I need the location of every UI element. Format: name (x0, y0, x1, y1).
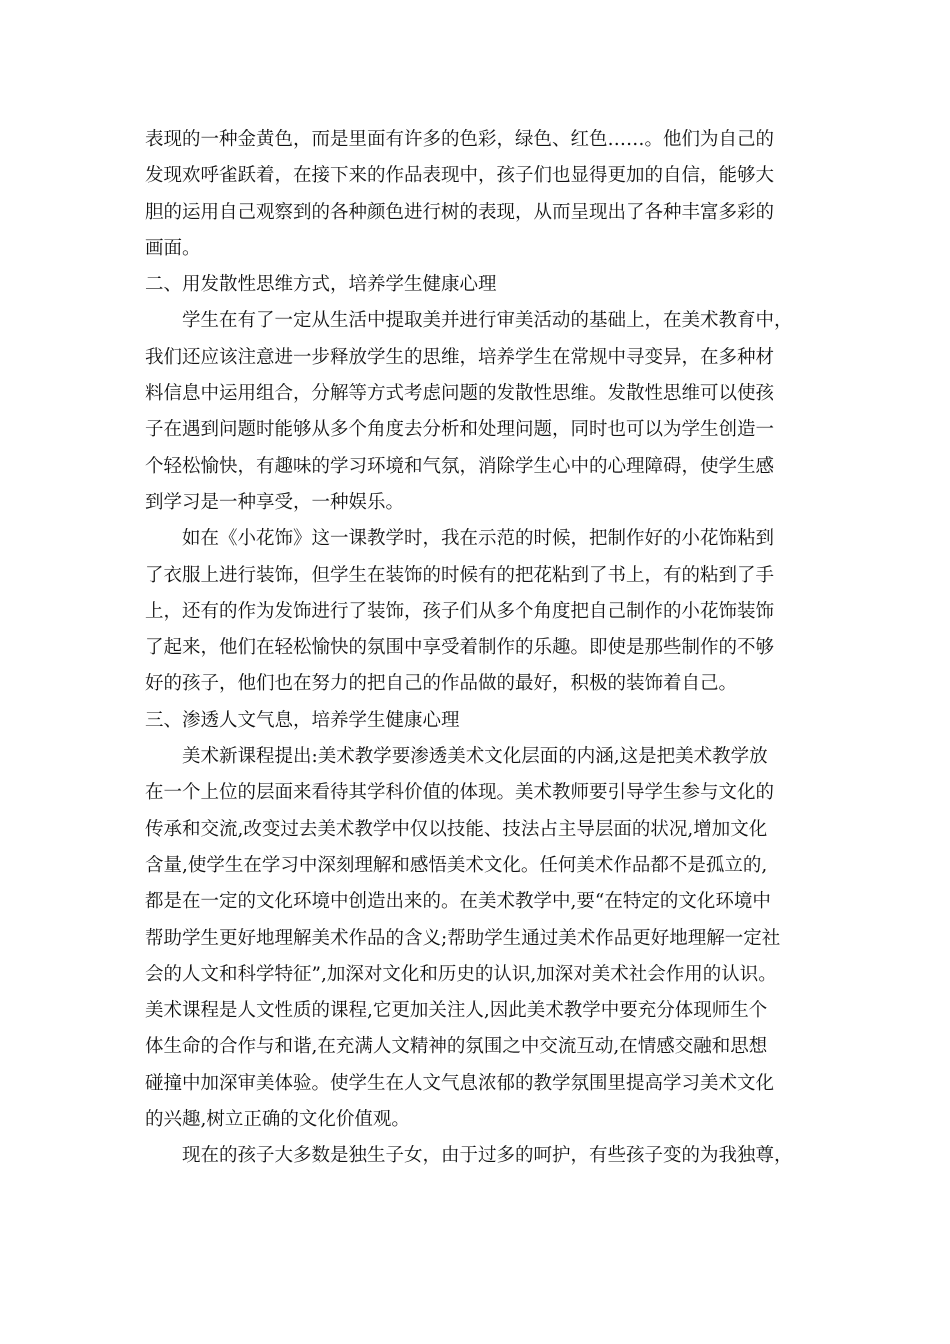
section-heading: 三、渗透人文气息，培养学生健康心理 (145, 709, 460, 731)
text-line: 发现欢呼雀跃着，在接下来的作品表现中，孩子们也显得更加的自信，能够大 (145, 165, 775, 187)
text-line: 好的孩子，他们也在努力的把自己的作品做的最好，积极的装饰着自己。 (145, 673, 738, 695)
text-line: 子在遇到问题时能够从多个角度去分析和处理问题，同时也可以为学生创造一 (145, 419, 775, 441)
text-line: 现在的孩子大多数是独生子女，由于过多的呵护，有些孩子变的为我独尊， (182, 1145, 793, 1167)
text-line: 了起来，他们在轻松愉快的氛围中享受着制作的乐趣。即使是那些制作的不够 (145, 637, 775, 659)
text-line: 传承和交流,改变过去美术教学中仅以技能、技法占主导层面的状况,增加文化 (145, 818, 768, 840)
text-line: 美术新课程提出:美术教学要渗透美术文化层面的内涵,这是把美术教学放 (182, 746, 768, 768)
text-line: 在一个上位的层面来看待其学科价值的体现。美术教师要引导学生参与文化的 (145, 782, 775, 804)
text-line: 我们还应该注意进一步释放学生的思维，培养学生在常规中寻变异，在多种材 (145, 346, 775, 368)
text-line: 个轻松愉快，有趣味的学习环境和气氛，消除学生心中的心理障碍，使学生感 (145, 455, 775, 477)
text-line: 的兴趣,树立正确的文化价值观。 (145, 1109, 410, 1131)
body-text (145, 122, 825, 1175)
text-line: 画面。 (145, 237, 201, 259)
text-line: 上，还有的作为发饰进行了装饰，孩子们从多个角度把自己制作的小花饰装饰 (145, 600, 775, 622)
text-line: 如在《小花饰》这一课教学时，我在示范的时候，把制作好的小花饰粘到 (182, 528, 775, 550)
text-line: 都是在一定的文化环境中创造出来的。在美术教学中,要“在特定的文化环境中 (145, 891, 771, 913)
text-line: 胆的运用自己观察到的各种颜色进行树的表现，从而呈现出了各种丰富多彩的 (145, 201, 775, 223)
text-line: 到学习是一种享受，一种娱乐。 (145, 491, 405, 513)
text-line: 碰撞中加深审美体验。使学生在人文气息浓郁的教学氛围里提高学习美术文化 (145, 1072, 775, 1094)
text-line: 体生命的合作与和谐,在充满人文精神的氛围之中交流互动,在情感交融和思想 (145, 1036, 768, 1058)
text-line: 美术课程是人文性质的课程,它更加关注人,因此美术教学中要充分体现师生个 (145, 1000, 768, 1022)
text-line: 了衣服上进行装饰，但学生在装饰的时候有的把花粘到了书上，有的粘到了手 (145, 564, 775, 586)
text-line: 表现的一种金黄色，而是里面有许多的色彩，绿色、红色……。他们为自己的 (145, 129, 775, 150)
section-heading: 二、用发散性思维方式，培养学生健康心理 (145, 274, 497, 296)
text-line: 含量,使学生在学习中深刻理解和感悟美术文化。任何美术作品都不是孤立的, (145, 854, 768, 876)
text-line: 学生在有了一定从生活中提取美并进行审美活动的基础上，在美术教育中， (182, 310, 793, 332)
text-line: 料信息中运用组合，分解等方式考虑问题的发散性思维。发散性思维可以使孩 (145, 383, 775, 405)
text-line: 帮助学生更好地理解美术作品的含义;帮助学生通过美术作品更好地理解一定社 (145, 927, 781, 949)
text-line: 会的人文和科学特征”,加深对文化和历史的认识,加深对美术社会作用的认识。 (145, 963, 777, 985)
